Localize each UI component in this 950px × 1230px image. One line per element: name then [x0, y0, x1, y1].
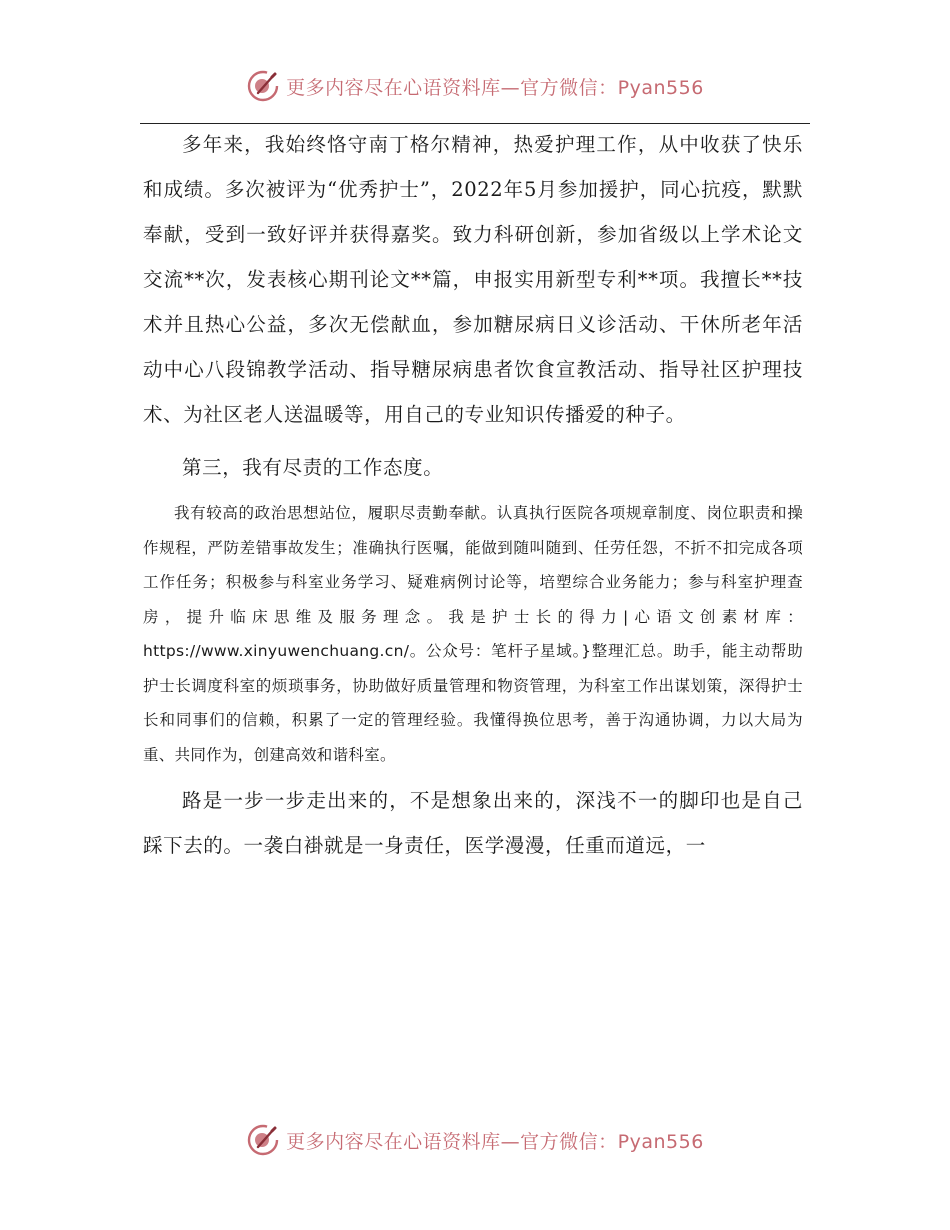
paragraph-closing: 路是一步一步走出来的，不是想象出来的，深浅不一的脚印也是自己踩下去的。一袭白褂就是一身责任，医学漫漫，任重而道远，一 [143, 789, 803, 857]
header-banner [0, 66, 950, 106]
seal-stamp-icon [246, 69, 280, 103]
paragraph-work-attitude: 我有较高的政治思想站位，履职尽责勤奉献。认真执行医院各项规章制度、岗位职责和操作规程，严防差错事故发生；准确执行医嘱，能做到随叫随到、任劳任怨，不折不扣完成各项工作任务；积极参与科室业务学习、疑难病例讨论等，培塑综合业务能力；参与科室护理查房，提升临床思维及服务理念。我是护士长的得力|心语文创素材库：https://www.xinyuwenchuang.cn/。公众号：笔杆子星域。}整理汇总。助手，能主动帮助护士长调度科室的烦琐事务，协助做好质量管理和物资管理，为科室工作出谋划策，深得护士长和同事们的信赖，积累了一定的管理经验。我懂得换位思考，善于沟通协调，力以大局为重、共同作为，创建高效和谐科室。 [143, 504, 803, 764]
footer-text: 更多内容尽在心语资料库—官方微信：Pyan556 [286, 1130, 704, 1153]
section-heading: 第三，我有尽责的工作态度。 [182, 456, 444, 479]
paragraph-achievements: 多年来，我始终恪守南丁格尔精神，热爱护理工作，从中收获了快乐和成绩。多次被评为“优秀护士”，2022年5月参加援护，同心抗疫，默默奉献，受到一致好评并获得嘉奖。致力科研创新，参加省级以上学术论文交流**次，发表核心期刊论文**篇，申报实用新型专利**项。我擅长**技术并且热心公益，多次无偿献血，参加糖尿病日义诊活动、干休所老年活动中心八段锦教学活动、指导糖尿病患者饮食宣教活动、指导社区护理技术、为社区老人送温暖等，用自己的专业知识传播爱的种子。 [143, 133, 803, 426]
footer-banner [0, 1120, 950, 1160]
document-body [143, 122, 803, 868]
seal-stamp-icon [246, 1123, 280, 1157]
header-text: 更多内容尽在心语资料库—官方微信：Pyan556 [286, 76, 704, 99]
